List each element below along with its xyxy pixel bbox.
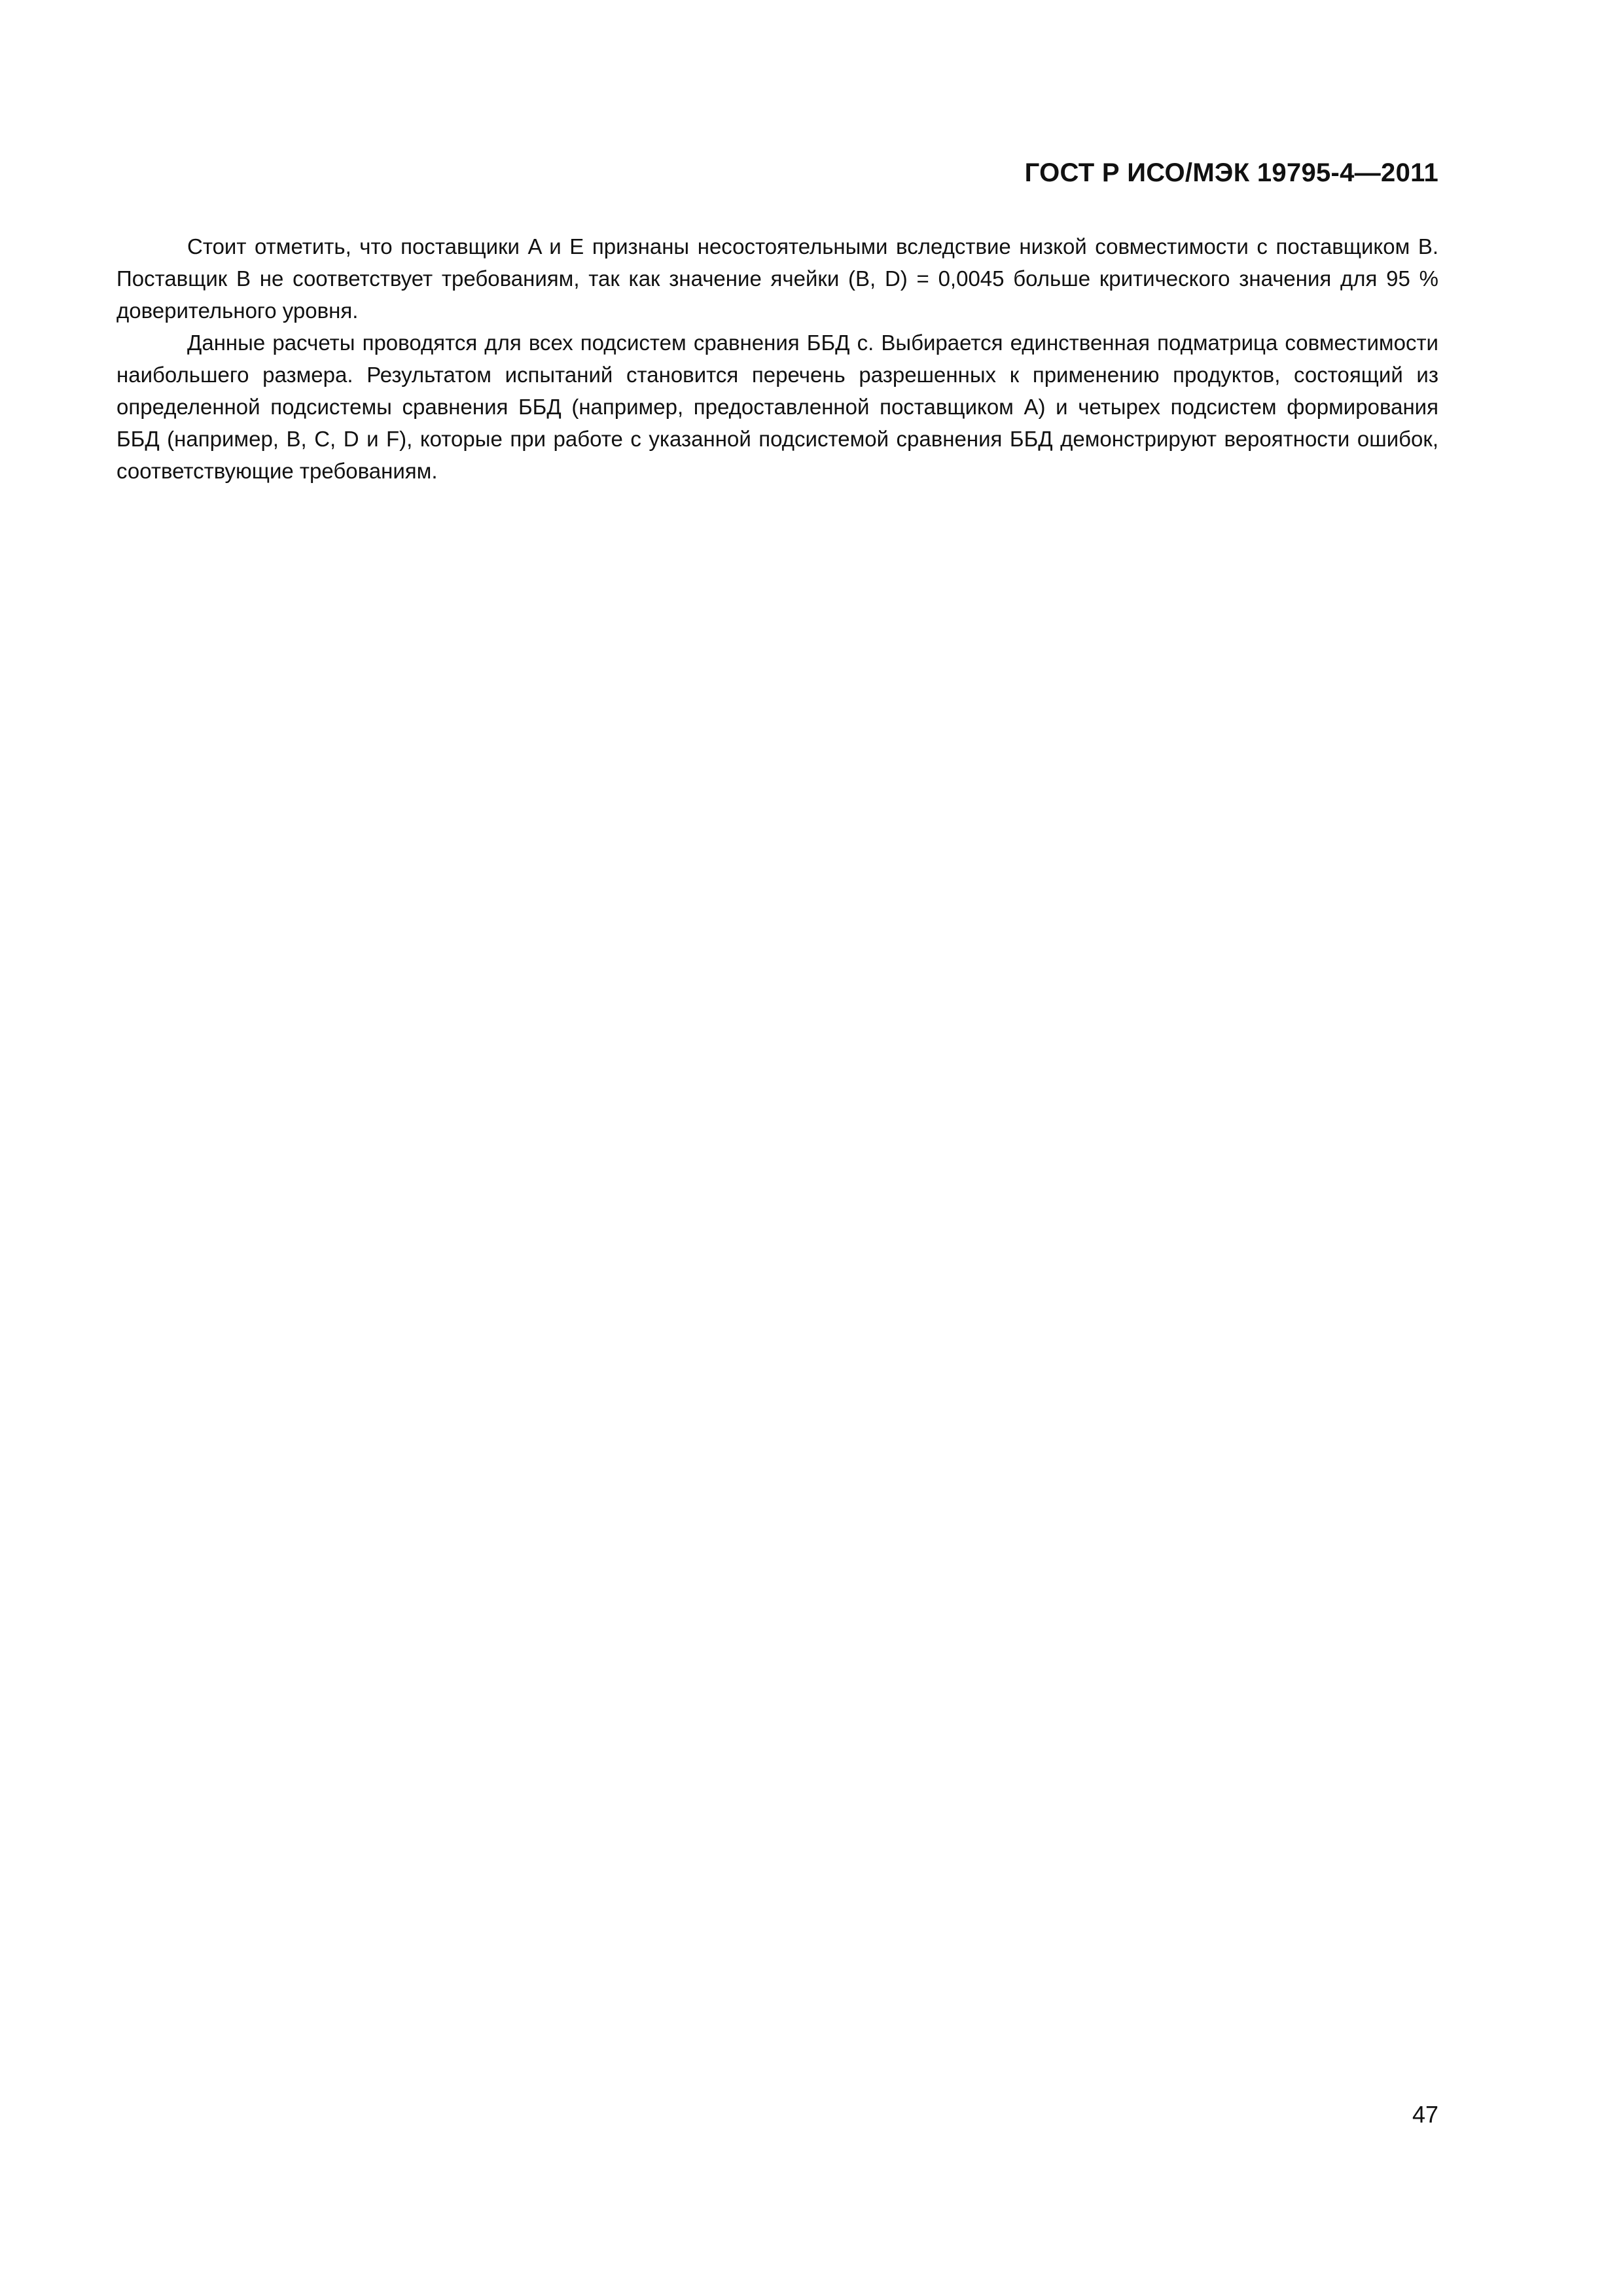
paragraph-1: Стоит отметить, что поставщики A и E признаны несостоятельными вследствие низкой совместимости с поставщиком B. Поставщик B не соответствует требованиям, так как значение ячейки (B, D) = 0,0045 больше критического значения для 95 % доверительного уровня.	[116, 234, 1438, 323]
page-number: 47	[1412, 2101, 1438, 2128]
paragraph-2: Данные расчеты проводятся для всех подсистем сравнения ББД c. Выбирается единственная подматрица совместимости наибольшего размера. Результатом испытаний становится перечень разрешенных к применению продуктов, состоящий из определенной подсистемы сравнения ББД (например, предоставленной поставщиком A) и четырех подсистем формирования ББД (например, B, C, D и F), которые при работе с указанной подсистемой сравнения ББД демонстрируют вероятности ошибок, соответствующие требованиям.	[116, 331, 1438, 483]
document-header: ГОСТ Р ИСО/МЭК 19795-4—2011	[1024, 158, 1438, 187]
document-body	[116, 230, 1438, 487]
